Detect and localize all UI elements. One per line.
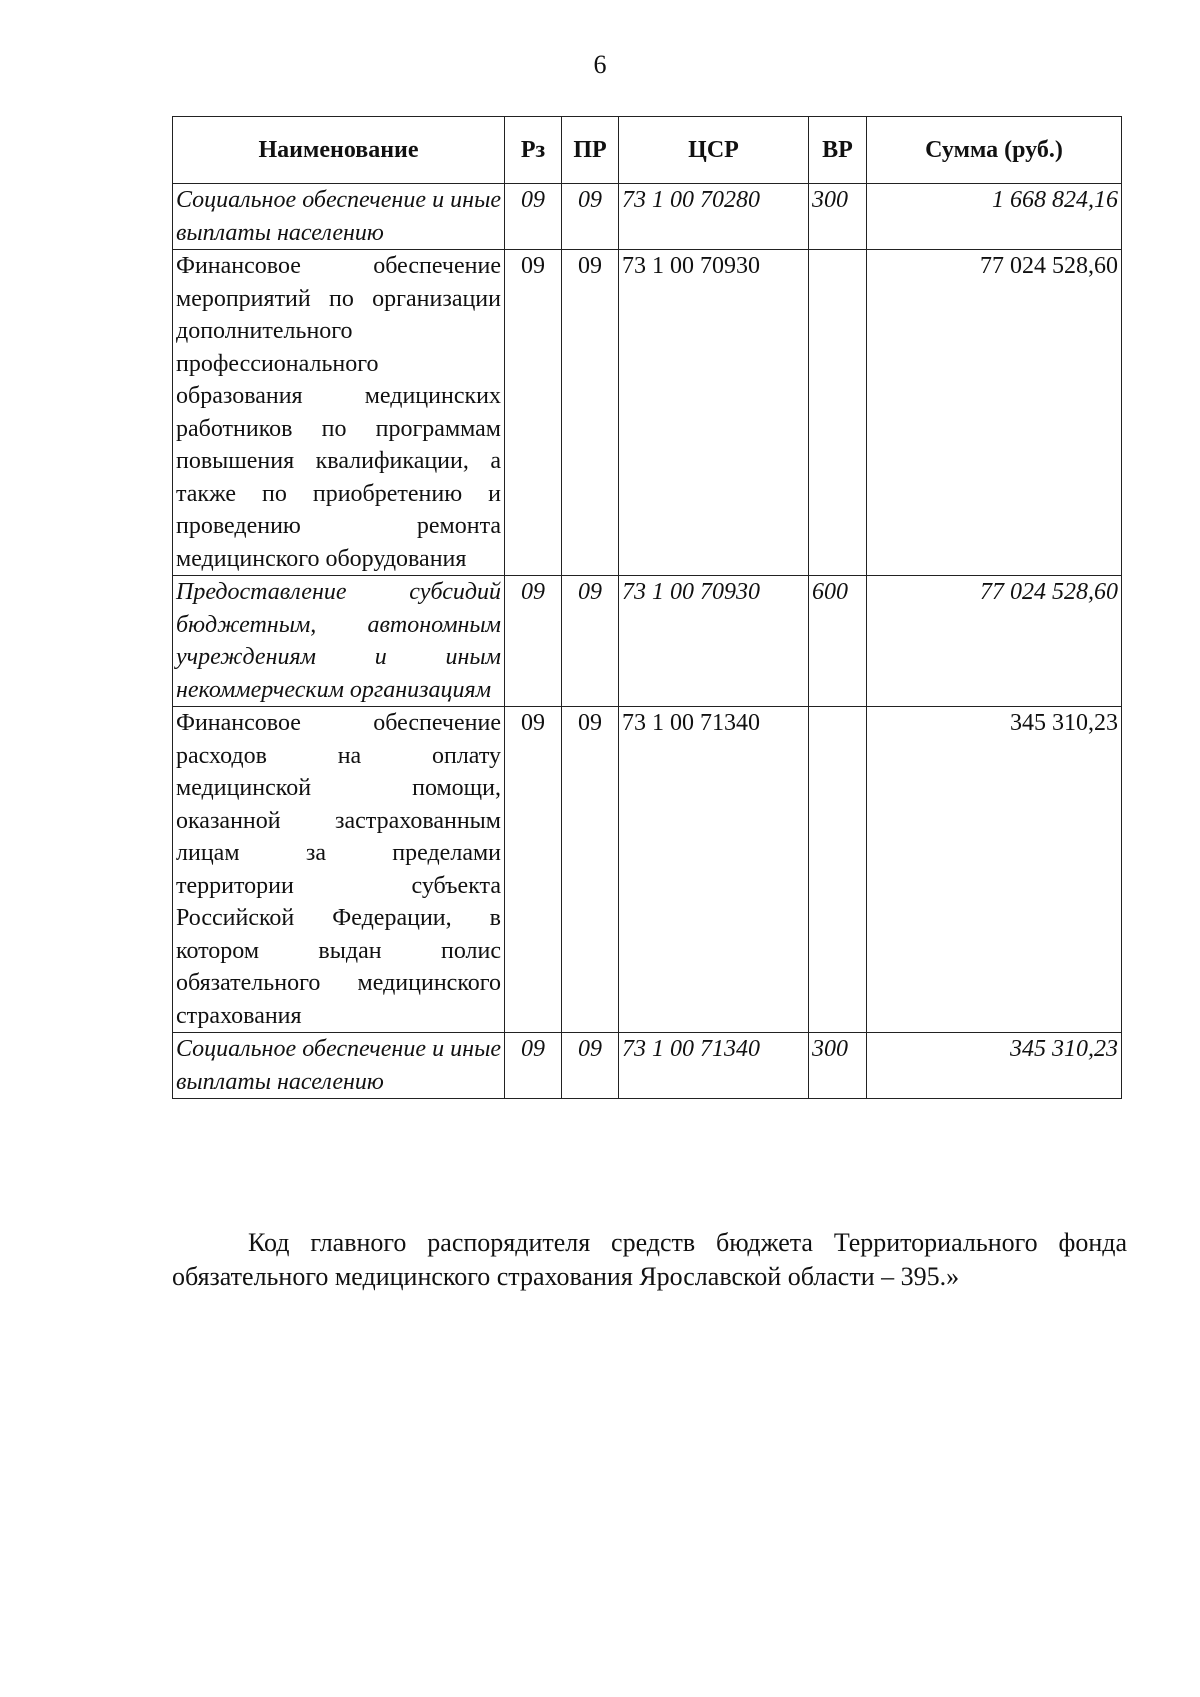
- cell-csr: 73 1 00 71340: [619, 1033, 809, 1099]
- cell-pr: 09: [562, 576, 619, 707]
- cell-rz: 09: [505, 184, 562, 250]
- header-vr: ВР: [809, 117, 867, 184]
- cell-sum: 345 310,23: [867, 1033, 1122, 1099]
- cell-csr: 73 1 00 70280: [619, 184, 809, 250]
- cell-sum: 77 024 528,60: [867, 250, 1122, 576]
- cell-vr: 600: [809, 576, 867, 707]
- cell-rz: 09: [505, 1033, 562, 1099]
- page-number: 6: [593, 50, 607, 79]
- cell-name: Социальное обеспечение и иные выплаты населению: [173, 1033, 505, 1099]
- table-row: [173, 576, 1122, 707]
- table-row: [173, 250, 1122, 576]
- cell-rz: 09: [505, 576, 562, 707]
- cell-name: Финансовое обеспечение расходов на оплату медицинской помощи, оказанной застрахованным лицам за пределами территории субъекта Российской Федерации, в котором выдан полис обязательного медицинского страхования: [173, 707, 505, 1033]
- cell-pr: 09: [562, 1033, 619, 1099]
- header-rz: Рз: [505, 117, 562, 184]
- table-header: [173, 117, 1122, 184]
- table-body: [173, 184, 1122, 1099]
- cell-pr: 09: [562, 184, 619, 250]
- cell-csr: 73 1 00 70930: [619, 250, 809, 576]
- header-csr: ЦСР: [619, 117, 809, 184]
- budget-table: [172, 116, 1122, 1099]
- cell-rz: 09: [505, 707, 562, 1033]
- cell-vr: 300: [809, 1033, 867, 1099]
- cell-vr: [809, 250, 867, 576]
- cell-name: Социальное обеспечение и иные выплаты населению: [173, 184, 505, 250]
- cell-name: Предоставление субсидий бюджетным, автономным учреждениям и иным некоммерческим организациям: [173, 576, 505, 707]
- cell-sum: 1 668 824,16: [867, 184, 1122, 250]
- header-sum: Сумма (руб.): [867, 117, 1122, 184]
- table-row: [173, 184, 1122, 250]
- cell-pr: 09: [562, 707, 619, 1033]
- cell-pr: 09: [562, 250, 619, 576]
- header-name: Наименование: [173, 117, 505, 184]
- cell-vr: [809, 707, 867, 1033]
- cell-rz: 09: [505, 250, 562, 576]
- table-row: [173, 1033, 1122, 1099]
- cell-name: Финансовое обеспечение мероприятий по организации дополнительного профессионального образования медицинских работников по программам повышения квалификации, а также по приобретению и проведению ремонта медицинского оборудования: [173, 250, 505, 576]
- cell-sum: 345 310,23: [867, 707, 1122, 1033]
- cell-csr: 73 1 00 70930: [619, 576, 809, 707]
- table-row: [173, 707, 1122, 1033]
- header-pr: ПР: [562, 117, 619, 184]
- cell-sum: 77 024 528,60: [867, 576, 1122, 707]
- cell-csr: 73 1 00 71340: [619, 707, 809, 1033]
- footnote-text: Код главного распорядителя средств бюджета Территориального фонда обязательного медицинского страхования Ярославской области – 395.»: [172, 1228, 1127, 1291]
- cell-vr: 300: [809, 184, 867, 250]
